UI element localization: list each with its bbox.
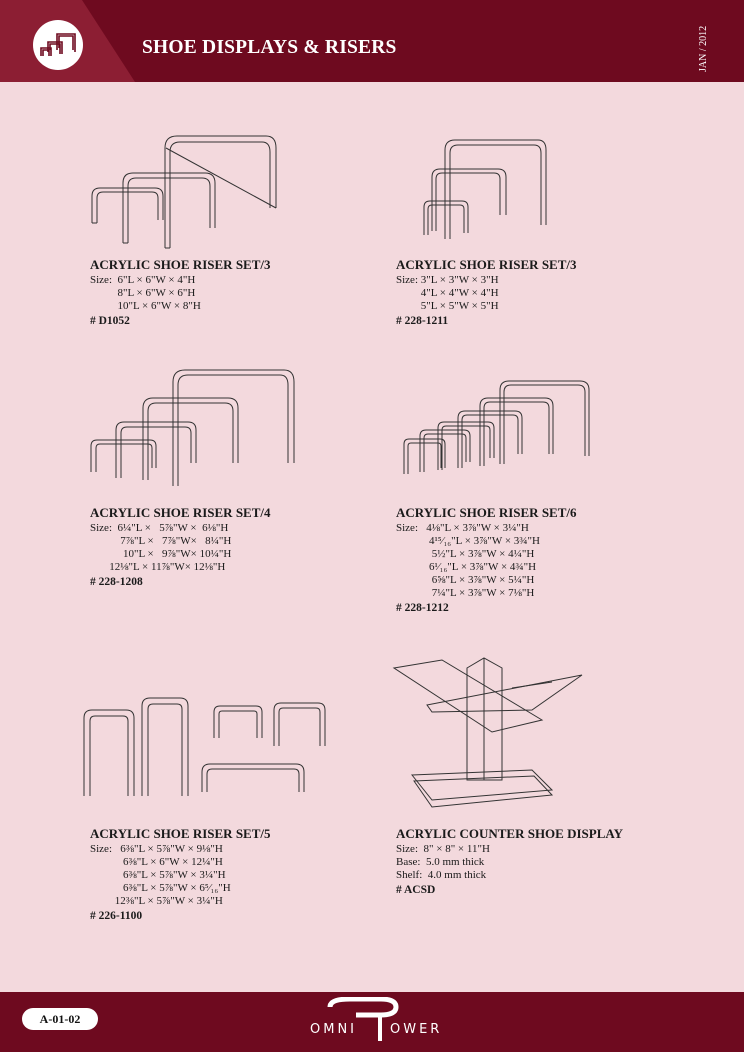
omni-power-logo <box>300 997 460 1045</box>
spec-line: 10"L × 9⅞"W× 10¼"H <box>90 548 232 560</box>
spec-line: 4¹⁵⁄₁₆"L × 3⅞"W × 3¾"H <box>396 535 540 547</box>
spec-line: 12⅛"L × 11⅞"W× 12⅛"H <box>90 561 226 573</box>
spec-line: 10"L × 6"W × 8"H <box>90 300 201 312</box>
riser-set-5-illustration <box>82 696 332 801</box>
spec-line: Size: 8" × 8" × 11"H <box>396 843 490 855</box>
product-title: ACRYLIC SHOE RISER SET/3 <box>90 257 271 272</box>
riser-set-icon <box>33 20 83 70</box>
spec-line: 8"L × 6"W × 6"H <box>90 287 196 299</box>
catalog-date: JAN / 2012 <box>698 25 709 72</box>
product-code: # 228-1211 <box>396 315 449 327</box>
counter-shoe-display-illustration <box>392 650 592 815</box>
product-code: # 226-1100 <box>90 910 143 922</box>
brand-power-text: OWER <box>390 1022 443 1037</box>
riser-set-3-large-illustration <box>90 128 280 253</box>
spec-line: 6⅜"L × 6"W × 12¼"H <box>90 856 223 868</box>
spec-line: 7⅞"L × 7⅞"W× 8¼"H <box>90 535 232 547</box>
spec-line: Size: 6"L × 6"W × 4"H <box>90 274 196 286</box>
product-riser-set-6-228-1212 <box>396 505 577 614</box>
spec-line: Size: 3"L × 3"W × 3"H <box>396 274 499 286</box>
product-title: ACRYLIC COUNTER SHOE DISPLAY <box>396 826 623 841</box>
spec-line: 5½"L × 3⅞"W × 4¼"H <box>396 548 535 560</box>
spec-line: 5"L × 5"W × 5"H <box>396 300 499 312</box>
product-code: # 228-1212 <box>396 602 449 614</box>
spec-line: 6¹⁄₁₆"L × 3⅞"W × 4¾"H <box>396 561 537 573</box>
riser-set-3-small-illustration <box>420 135 550 245</box>
product-code: # ACSD <box>396 884 436 896</box>
spec-line: Size: 6⅜"L × 5⅞"W × 9⅛"H <box>90 843 223 855</box>
spec-line: 6⅜"L × 5⅞"W × 6⁵⁄₁₆"H <box>90 882 231 894</box>
product-title: ACRYLIC SHOE RISER SET/6 <box>396 505 577 520</box>
product-riser-set-3-d1052 <box>90 257 271 327</box>
page-number: A-01-02 <box>22 1008 98 1030</box>
spec-line: 6⅜"L × 5⅞"W × 3¼"H <box>90 869 226 881</box>
spec-line: Size: 4⅛"L × 3⅞"W × 3¼"H <box>396 522 529 534</box>
product-title: ACRYLIC SHOE RISER SET/5 <box>90 826 271 841</box>
product-riser-set-4-228-1208 <box>90 505 271 588</box>
product-code: # D1052 <box>90 315 130 327</box>
spec-line: 6⅝"L × 3⅞"W × 5¼"H <box>396 574 535 586</box>
spec-line: Shelf: 4.0 mm thick <box>396 869 487 881</box>
page-title: SHOE DISPLAYS & RISERS <box>142 37 397 58</box>
spec-line: 7¼"L × 3⅞"W × 7⅛"H <box>396 587 535 599</box>
product-riser-set-3-228-1211 <box>396 257 577 327</box>
riser-set-6-illustration <box>400 378 595 478</box>
product-title: ACRYLIC SHOE RISER SET/3 <box>396 257 577 272</box>
riser-set-4-illustration <box>88 368 298 493</box>
spec-line: 4"L × 4"W × 4"H <box>396 287 499 299</box>
product-riser-set-5-226-1100 <box>90 826 271 922</box>
brand-omni-text: OMNI <box>310 1022 358 1037</box>
spec-line: 12⅜"L × 5⅞"W × 3¼"H <box>90 895 223 907</box>
spec-line: Size: 6¼"L × 5⅞"W × 6⅛"H <box>90 522 229 534</box>
product-counter-shoe-display-acsd <box>396 826 623 896</box>
product-code: # 228-1208 <box>90 576 143 588</box>
spec-line: Base: 5.0 mm thick <box>396 856 485 868</box>
product-title: ACRYLIC SHOE RISER SET/4 <box>90 505 271 520</box>
page-header <box>0 0 744 82</box>
